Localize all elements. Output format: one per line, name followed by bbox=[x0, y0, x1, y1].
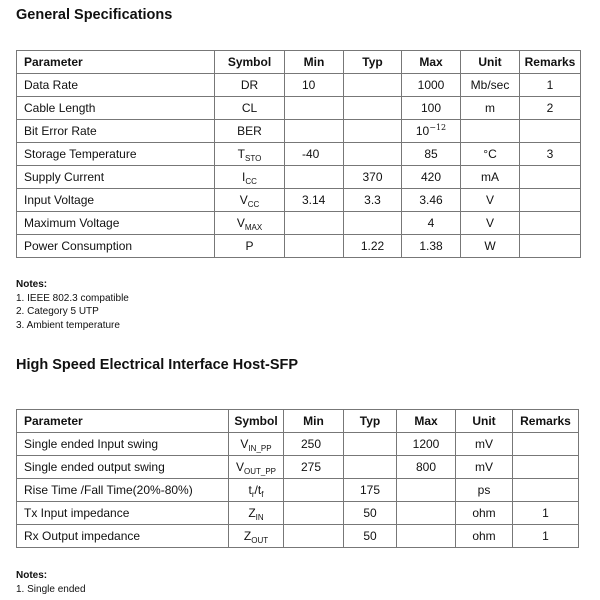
cell-symbol bbox=[229, 525, 284, 548]
cell-max bbox=[402, 97, 461, 120]
cell-unit: m bbox=[461, 97, 520, 120]
cell-remarks bbox=[513, 456, 579, 479]
symbol-subscript: IN_PP bbox=[248, 444, 272, 453]
cell-typ bbox=[344, 120, 402, 143]
cell-min bbox=[285, 212, 344, 235]
cell-typ: 1.22 bbox=[344, 235, 402, 258]
cell-max bbox=[402, 166, 461, 189]
header-typ: Typ bbox=[344, 410, 397, 433]
header-max: Max bbox=[397, 410, 456, 433]
max-value: 4 bbox=[427, 216, 435, 230]
cell-typ bbox=[344, 143, 402, 166]
cell-min: -40 bbox=[285, 143, 344, 166]
header-symbol: Symbol bbox=[215, 51, 285, 74]
max-value: 420 bbox=[420, 170, 442, 184]
cell-remarks bbox=[520, 235, 581, 258]
max-value: 1000 bbox=[417, 78, 445, 92]
symbol-base: V bbox=[239, 193, 248, 207]
cell-parameter: Data Rate bbox=[17, 74, 215, 97]
cell-parameter: Single ended output swing bbox=[17, 456, 229, 479]
cell-unit: mA bbox=[461, 166, 520, 189]
cell-remarks bbox=[520, 120, 581, 143]
header-remarks: Remarks bbox=[520, 51, 581, 74]
table-row bbox=[17, 456, 579, 479]
table-row bbox=[17, 212, 581, 235]
cell-max bbox=[397, 456, 456, 479]
cell-parameter: Power Consumption bbox=[17, 235, 215, 258]
cell-parameter: Rise Time /Fall Time(20%-80%) bbox=[17, 479, 229, 502]
cell-remarks: 1 bbox=[513, 502, 579, 525]
note-item: 1. IEEE 802.3 compatible bbox=[16, 292, 129, 304]
cell-parameter: Cable Length bbox=[17, 97, 215, 120]
cell-symbol bbox=[229, 502, 284, 525]
cell-min: 3.14 bbox=[285, 189, 344, 212]
cell-symbol bbox=[229, 479, 284, 502]
cell-unit: ohm bbox=[456, 502, 513, 525]
cell-symbol bbox=[215, 120, 285, 143]
cell-unit bbox=[461, 120, 520, 143]
note-item: 2. Category 5 UTP bbox=[16, 306, 99, 317]
cell-max bbox=[397, 479, 456, 502]
symbol-base: t bbox=[248, 483, 252, 497]
cell-parameter: Storage Temperature bbox=[17, 143, 215, 166]
header-unit: Unit bbox=[461, 51, 520, 74]
cell-remarks: 1 bbox=[520, 74, 581, 97]
table-row bbox=[17, 120, 581, 143]
header-max: Max bbox=[402, 51, 461, 74]
header-min: Min bbox=[284, 410, 344, 433]
cell-min: 250 bbox=[284, 433, 344, 456]
symbol-base: V bbox=[236, 216, 245, 230]
table-row bbox=[17, 525, 579, 548]
symbol-subscript: OUT bbox=[251, 536, 269, 545]
symbol-base: DR bbox=[240, 78, 259, 92]
cell-unit: ohm bbox=[456, 525, 513, 548]
header-min: Min bbox=[285, 51, 344, 74]
header-unit: Unit bbox=[456, 410, 513, 433]
symbol-base: BER bbox=[237, 124, 262, 138]
max-value: 85 bbox=[424, 147, 438, 161]
cell-unit: V bbox=[461, 212, 520, 235]
cell-remarks: 3 bbox=[520, 143, 581, 166]
cell-min bbox=[285, 235, 344, 258]
cell-parameter: Tx Input impedance bbox=[17, 502, 229, 525]
cell-symbol bbox=[215, 97, 285, 120]
table-row bbox=[17, 235, 581, 258]
cell-min bbox=[284, 525, 344, 548]
cell-min bbox=[285, 166, 344, 189]
cell-min bbox=[285, 97, 344, 120]
max-value: 10 bbox=[415, 124, 430, 138]
section-title-general-specifications: General Specifications bbox=[16, 7, 173, 23]
cell-min: 10 bbox=[285, 74, 344, 97]
cell-unit: Mb/sec bbox=[461, 74, 520, 97]
cell-symbol bbox=[215, 189, 285, 212]
max-value: 100 bbox=[420, 101, 442, 115]
cell-typ bbox=[344, 433, 397, 456]
symbol-subscript: OUT_PP bbox=[244, 467, 277, 476]
cell-max bbox=[402, 143, 461, 166]
max-value: 3.46 bbox=[419, 193, 443, 207]
symbol-base-2: /t bbox=[254, 483, 262, 497]
cell-remarks: 2 bbox=[520, 97, 581, 120]
table-row bbox=[17, 74, 581, 97]
cell-unit: W bbox=[461, 235, 520, 258]
table-row bbox=[17, 143, 581, 166]
header-parameter: Parameter bbox=[17, 51, 215, 74]
cell-typ bbox=[344, 74, 402, 97]
table-row bbox=[17, 502, 579, 525]
cell-symbol bbox=[215, 166, 285, 189]
symbol-subscript: CC bbox=[247, 200, 260, 209]
cell-remarks bbox=[520, 189, 581, 212]
table-row bbox=[17, 97, 581, 120]
cell-max bbox=[402, 74, 461, 97]
max-value: 1200 bbox=[412, 437, 440, 451]
notes-high-speed bbox=[16, 569, 86, 596]
cell-typ: 370 bbox=[344, 166, 402, 189]
cell-unit: mV bbox=[456, 433, 513, 456]
notes-title: Notes: bbox=[16, 570, 48, 581]
cell-min bbox=[284, 502, 344, 525]
cell-max bbox=[397, 502, 456, 525]
table-row bbox=[17, 433, 579, 456]
cell-min bbox=[285, 120, 344, 143]
cell-min bbox=[284, 479, 344, 502]
symbol-subscript: STO bbox=[245, 154, 262, 163]
note-item: 3. Ambient temperature bbox=[16, 319, 120, 331]
symbol-base: CL bbox=[241, 101, 258, 115]
cell-typ: 3.3 bbox=[344, 189, 402, 212]
cell-symbol bbox=[229, 456, 284, 479]
cell-symbol bbox=[215, 212, 285, 235]
table-header-row bbox=[17, 410, 579, 433]
cell-parameter: Input Voltage bbox=[17, 189, 215, 212]
max-value: 800 bbox=[415, 460, 437, 474]
header-parameter: Parameter bbox=[17, 410, 229, 433]
table-row bbox=[17, 189, 581, 212]
cell-max bbox=[402, 189, 461, 212]
notes-title: Notes: bbox=[16, 279, 48, 290]
cell-typ bbox=[344, 456, 397, 479]
cell-remarks bbox=[520, 166, 581, 189]
cell-typ: 50 bbox=[344, 502, 397, 525]
cell-max bbox=[402, 120, 461, 143]
cell-typ: 175 bbox=[344, 479, 397, 502]
header-symbol: Symbol bbox=[229, 410, 284, 433]
note-item: 1. Single ended bbox=[16, 583, 86, 595]
cell-max bbox=[402, 212, 461, 235]
cell-parameter: Bit Error Rate bbox=[17, 120, 215, 143]
cell-symbol bbox=[215, 74, 285, 97]
table-header-row bbox=[17, 51, 581, 74]
high-speed-interface-table bbox=[16, 409, 579, 548]
symbol-base: V bbox=[235, 460, 244, 474]
symbol-base: P bbox=[245, 239, 254, 253]
cell-parameter: Rx Output impedance bbox=[17, 525, 229, 548]
cell-unit: ps bbox=[456, 479, 513, 502]
notes-general bbox=[16, 278, 129, 332]
cell-typ bbox=[344, 97, 402, 120]
max-value: 1.38 bbox=[419, 239, 443, 253]
cell-parameter: Maximum Voltage bbox=[17, 212, 215, 235]
table-row bbox=[17, 166, 581, 189]
max-exponent: −12 bbox=[429, 123, 447, 132]
cell-symbol bbox=[229, 433, 284, 456]
cell-parameter: Supply Current bbox=[17, 166, 215, 189]
header-remarks: Remarks bbox=[513, 410, 579, 433]
symbol-base: Z bbox=[248, 506, 256, 520]
cell-typ bbox=[344, 212, 402, 235]
symbol-subscript: MAX bbox=[244, 223, 263, 232]
symbol-base: I bbox=[242, 170, 246, 184]
cell-remarks bbox=[513, 479, 579, 502]
cell-unit: °C bbox=[461, 143, 520, 166]
section-title-high-speed-interface: High Speed Electrical Interface Host-SFP bbox=[16, 357, 299, 373]
cell-unit: V bbox=[461, 189, 520, 212]
cell-remarks bbox=[520, 212, 581, 235]
symbol-subscript: r bbox=[251, 490, 255, 499]
cell-symbol bbox=[215, 235, 285, 258]
cell-max bbox=[397, 433, 456, 456]
cell-typ: 50 bbox=[344, 525, 397, 548]
symbol-base: V bbox=[240, 437, 249, 451]
symbol-base: T bbox=[237, 147, 246, 161]
cell-remarks: 1 bbox=[513, 525, 579, 548]
symbol-subscript: CC bbox=[245, 177, 257, 186]
cell-max bbox=[402, 235, 461, 258]
symbol-base: Z bbox=[243, 529, 252, 543]
cell-max bbox=[397, 525, 456, 548]
header-typ: Typ bbox=[344, 51, 402, 74]
cell-unit: mV bbox=[456, 456, 513, 479]
cell-parameter: Single ended Input swing bbox=[17, 433, 229, 456]
table-row bbox=[17, 479, 579, 502]
cell-remarks bbox=[513, 433, 579, 456]
cell-min: 275 bbox=[284, 456, 344, 479]
symbol-subscript: IN bbox=[255, 513, 264, 522]
cell-symbol bbox=[215, 143, 285, 166]
symbol-subscript-2: f bbox=[261, 490, 264, 499]
general-specifications-table bbox=[16, 50, 581, 258]
